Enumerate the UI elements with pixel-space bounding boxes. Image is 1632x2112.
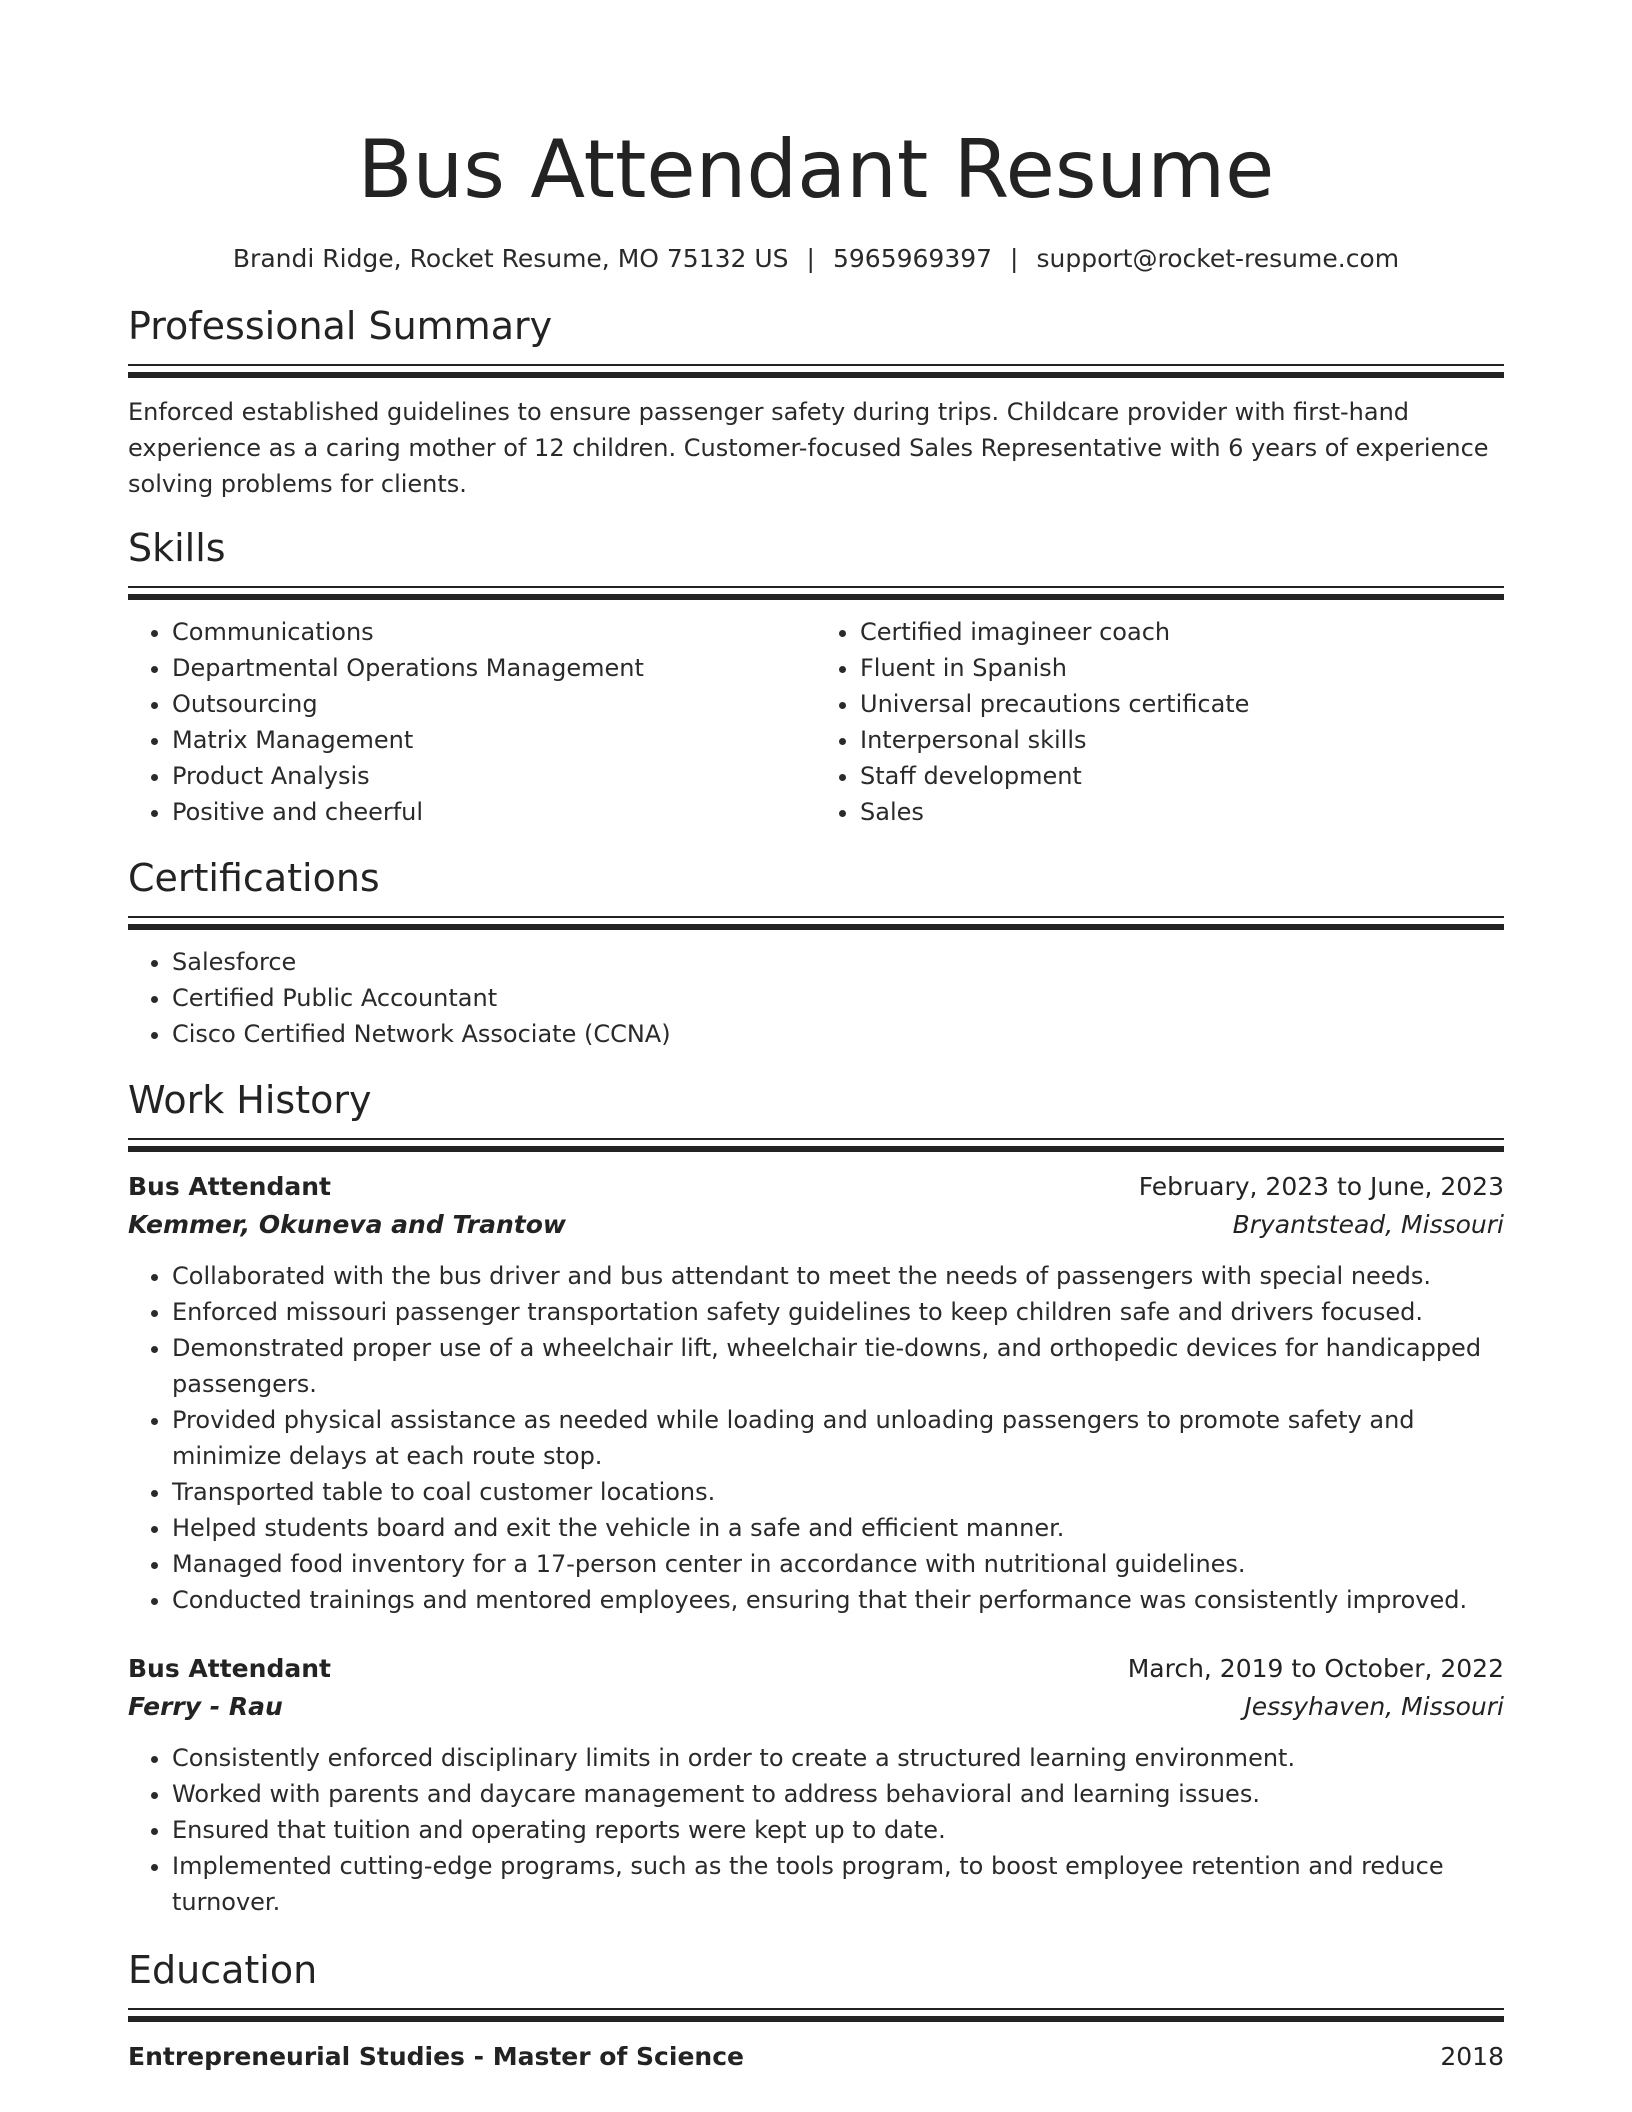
job-duty: • Ensured that tuition and operating reports were kept up to date.: [172, 1812, 1504, 1848]
skill-item: • Interpersonal skills: [860, 722, 1504, 758]
summary-text: Enforced established guidelines to ensure passenger safety during trips. Childcare provider with first-hand experience as a caring mother of 12 children. Customer-focused Sales Representative with 6 years of experience solving problems for clients.: [128, 398, 1489, 498]
skill-item: • Outsourcing: [172, 686, 816, 722]
certification-item: • Certified Public Accountant: [172, 980, 1504, 1016]
skills-list-left: [128, 614, 816, 830]
section-divider: [128, 916, 1504, 930]
skill-item: • Positive and cheerful: [172, 794, 816, 830]
contact-phone: 5965969397: [832, 244, 993, 273]
job-header: [128, 1168, 1504, 1206]
certifications-list: [128, 944, 1504, 1052]
section-heading-summary: Professional Summary: [128, 304, 553, 348]
skill-item: • Communications: [172, 614, 816, 650]
skill-item: • Product Analysis: [172, 758, 816, 794]
job-duty: • Enforced missouri passenger transportation safety guidelines to keep children safe and drivers focused.: [172, 1294, 1504, 1330]
job-duty: • Provided physical assistance as needed while loading and unloading passengers to promote safety and minimize delays at each route stop.: [172, 1402, 1504, 1474]
section-divider: [128, 2008, 1504, 2022]
section-heading-skills: Skills: [128, 526, 226, 570]
skill-item: • Sales: [860, 794, 1504, 830]
job-duty: • Demonstrated proper use of a wheelchair lift, wheelchair tie-downs, and orthopedic devices for handicapped passengers.: [172, 1330, 1504, 1402]
job-company: Ferry - Rau: [128, 1692, 283, 1721]
job-duty: • Consistently enforced disciplinary limits in order to create a structured learning environment.: [172, 1740, 1504, 1776]
job-duty: • Conducted trainings and mentored employees, ensuring that their performance was consistently improved.: [172, 1582, 1504, 1618]
contact-email[interactable]: support@rocket-resume.com: [1036, 244, 1400, 273]
job-subheader: [128, 1688, 1504, 1726]
section-divider: [128, 586, 1504, 600]
certification-item: • Salesforce: [172, 944, 1504, 980]
education-entry: [128, 2038, 1504, 2076]
contact-address: Brandi Ridge, Rocket Resume, MO 75132 US: [232, 244, 789, 273]
contact-separator: |: [1010, 244, 1019, 273]
job-subheader: [128, 1206, 1504, 1244]
skills-list-right: [816, 614, 1504, 830]
job-location: Bryantstead, Missouri: [1232, 1210, 1504, 1239]
skill-item: • Staff development: [860, 758, 1504, 794]
job-company: Kemmer, Okuneva and Trantow: [128, 1210, 566, 1239]
section-heading-work-history: Work History: [128, 1078, 372, 1122]
job-duties: [128, 1258, 1504, 1618]
job-header: [128, 1650, 1504, 1688]
education-section: [128, 1946, 1504, 2076]
certification-item: • Cisco Certified Network Associate (CCNA): [172, 1016, 1504, 1052]
job-title: Bus Attendant: [128, 1654, 331, 1683]
job-duty: • Collaborated with the bus driver and bus attendant to meet the needs of passengers with special needs.: [172, 1258, 1504, 1294]
job-duties: [128, 1740, 1504, 1920]
skill-item: • Universal precautions certificate: [860, 686, 1504, 722]
education-year: 2018: [1440, 2042, 1504, 2071]
job-dates: February, 2023 to June, 2023: [1138, 1172, 1504, 1201]
job-duty: • Transported table to coal customer locations.: [172, 1474, 1504, 1510]
skills-columns: [128, 614, 1504, 830]
job-duty: • Implemented cutting-edge programs, such as the tools program, to boost employee retention and reduce turnover.: [172, 1848, 1504, 1920]
education-degree: Entrepreneurial Studies - Master of Science: [128, 2042, 744, 2071]
summary-section: [128, 302, 1504, 502]
skill-item: • Fluent in Spanish: [860, 650, 1504, 686]
skill-item: • Certified imagineer coach: [860, 614, 1504, 650]
skill-item: • Matrix Management: [172, 722, 816, 758]
section-heading-certifications: Certifications: [128, 856, 380, 900]
job-duty: • Helped students board and exit the vehicle in a safe and efficient manner.: [172, 1510, 1504, 1546]
contact-line: [128, 242, 1504, 276]
section-heading-education: Education: [128, 1948, 318, 1992]
job-location: Jessyhaven, Missouri: [1244, 1692, 1504, 1721]
job-duty: • Managed food inventory for a 17-person center in accordance with nutritional guidelines.: [172, 1546, 1504, 1582]
skills-section: [128, 524, 1504, 830]
section-divider: [128, 1138, 1504, 1152]
job-dates: March, 2019 to October, 2022: [1127, 1654, 1504, 1683]
contact-separator: |: [806, 244, 815, 273]
certifications-section: [128, 854, 1504, 1052]
skill-item: • Departmental Operations Management: [172, 650, 816, 686]
work-history-section: [128, 1076, 1504, 1920]
resume-title: Bus Attendant Resume: [357, 123, 1275, 216]
job-duty: • Worked with parents and daycare management to address behavioral and learning issues.: [172, 1776, 1504, 1812]
job-title: Bus Attendant: [128, 1172, 331, 1201]
resume-page: [128, 0, 1504, 2076]
job-entry: [128, 1650, 1504, 1920]
job-entry: [128, 1168, 1504, 1618]
section-divider: [128, 364, 1504, 378]
